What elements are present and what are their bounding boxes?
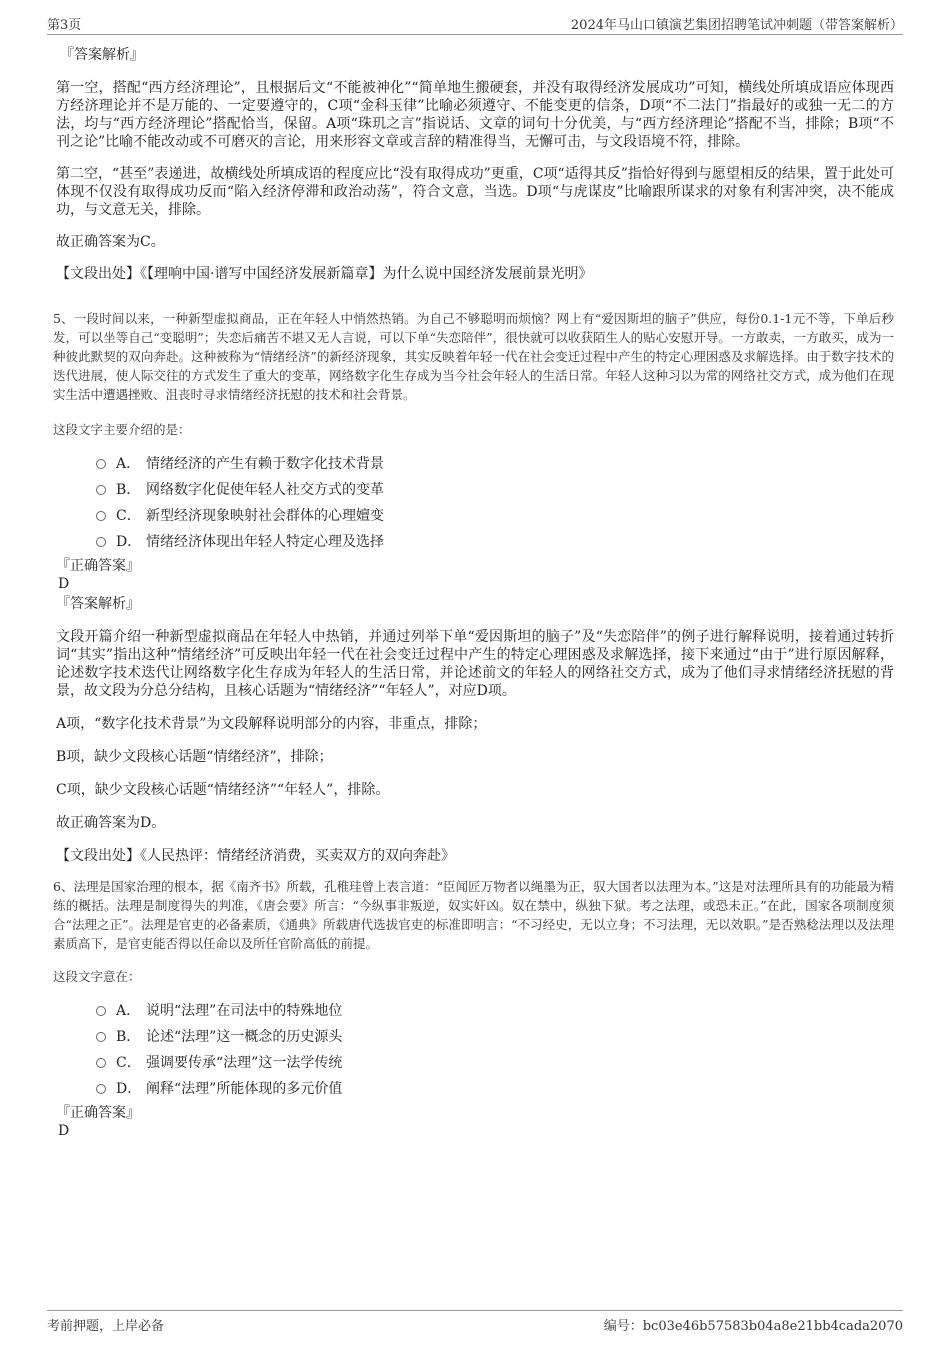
answer-value: D [58, 1123, 70, 1139]
document-body [53, 46, 894, 1140]
radio-icon[interactable] [96, 1032, 106, 1042]
option-d[interactable]: D． 阐释“法理”所能体现的多元价值 [56, 1076, 894, 1102]
answer-value: D [58, 576, 70, 592]
options-list [56, 451, 894, 555]
options-list [56, 998, 894, 1102]
footer-slogan: 考前押题，上岸必备 [47, 1319, 165, 1334]
analysis-option-b: B项，缺少文段核心话题“情绪经济”，排除； [56, 749, 333, 765]
radio-icon[interactable] [96, 459, 106, 469]
option-a[interactable]: A． 情绪经济的产生有赖于数字化技术背景 [56, 451, 894, 477]
question-prompt: 这段文字主要介绍的是： [53, 422, 191, 437]
analysis-label: 『答案解析』 [56, 596, 140, 612]
option-c[interactable]: C． 新型经济现象映射社会群体的心理嬗变 [56, 503, 894, 529]
answer-label: 『正确答案』 [56, 558, 140, 574]
analysis-label: 『答案解析』 [60, 47, 144, 63]
option-b[interactable]: B． 论述“法理”这一概念的历史源头 [56, 1024, 894, 1050]
page-header [47, 14, 903, 35]
option-c[interactable]: C． 强调要传承“法理”这一法学传统 [56, 1050, 894, 1076]
radio-icon[interactable] [96, 1058, 106, 1068]
conclusion: 故正确答案为D。 [56, 815, 166, 831]
radio-icon[interactable] [96, 1084, 106, 1094]
question-stem: 6、法理是国家治理的根本，据《南齐书》所载，孔稚珪曾上表言道：“臣闻匠万物者以绳墨为正，驭大国者以法理为本。”这是对法理所具有的功能最为精练的概括。法理是制度得失的判准，《唐会要》所言：“今纵事非叛逆，奴实奸凶。奴在禁中，纵独下狱。考之法理，或恐未正。”在此，国家各项制度须合“法理之正”。法理是官吏的必备素质，《通典》所载唐代选拔官吏的标准即明言：“不习经史，无以立身；不习法理，无以效职。”是否熟稔法理以及法理素质高下，是官吏能否得以任命以及所任官阶高低的前提。 [53, 879, 894, 951]
document-title: 2024年马山口镇演艺集团招聘笔试冲刺题（带答案解析） [570, 18, 903, 33]
answer-label: 『正确答案』 [56, 1105, 140, 1121]
radio-icon[interactable] [96, 537, 106, 547]
analysis-option-c: C项，缺少文段核心话题“情绪经济”“年轻人”，排除。 [56, 782, 390, 798]
source-citation: 【文段出处】《【理响中国·谱写中国经济发展新篇章】为什么说中国经济发展前景光明》 [56, 266, 593, 282]
source-citation: 【文段出处】《人民热评：情绪经济消费，买卖双方的双向奔赴》 [56, 848, 455, 864]
analysis-paragraph: 文段开篇介绍一种新型虚拟商品在年轻人中热销，并通过列举下单“爱因斯坦的脑子”及“失恋陪伴”的例子进行解释说明，接着通过转折词“其实”指出这种“情绪经济”可反映出年轻一代在社会变迁过程中产生的特定心理困惑及求解选择，接下来通过“由于”进行原因解释，论述数字技术迭代让网络数字化生存成为年轻人的生活日常，并论述前文的年轻人的网络社交方式，成为了他们寻求情绪经济抚慰的背景，故文段为分总分结构，且核心话题为“情绪经济”“年轻人”，对应D项。 [56, 629, 894, 699]
radio-icon[interactable] [96, 485, 106, 495]
conclusion: 故正确答案为C。 [56, 234, 165, 250]
analysis-option-a: A项，“数字化技术背景”为文段解释说明部分的内容，非重点，排除； [56, 716, 487, 732]
question-stem: 5、一段时间以来，一种新型虚拟商品，正在年轻人中悄然热销。为自己不够聪明而烦恼？网上有“爱因斯坦的脑子”供应，每份0.1-1元不等，下单后秒发，可以坐等自己“变聪明”；失恋后痛苦不堪又无人言说，可以下单“失恋陪伴”，很快就可以收获陌生人的贴心安慰开导。一方敢卖，一方敢买，成为一种彼此默契的双向奔赴。这种被称为“情绪经济”的新经济现象，其实反映着年轻一代在社会变迁过程中产生的特定心理困惑及求解选择。由于数字技术的迭代进展，使人际交往的方式发生了重大的变革，网络数字化生存成为当今社会年轻人的生活日常。年轻人这种习以为常的网络社交方式，成为他们在现实生活中遭遇挫败、沮丧时寻求情绪经济抚慰的技术和社会背景。 [53, 311, 894, 402]
analysis-paragraph: 第一空，搭配“西方经济理论”，且根据后文“不能被神化”“简单地生搬硬套，并没有取得经济发展成功”可知，横线处所填成语应体现西方经济理论并不是万能的、一定要遵守的，C项“金科玉律”比喻必须遵守、不能变更的信条，D项“不二法门”指最好的或独一无二的方法，均与“西方经济理论”搭配恰当，保留。A项“珠玑之言”指说话、文章的词句十分优美，与“西方经济理论”搭配不当，排除；B项“不刊之论”比喻不能改动或不可磨灭的言论，用来形容文章或言辞的精准得当，无懈可击，与文段语境不符，排除。 [56, 80, 894, 150]
option-d[interactable]: D． 情绪经济体现出年轻人特定心理及选择 [56, 529, 894, 555]
option-b[interactable]: B． 网络数字化促使年轻人社交方式的变革 [56, 477, 894, 503]
analysis-paragraph: 第二空，“甚至”表递进，故横线处所填成语的程度应比“没有取得成功”更重，C项“适得其反”指恰好得到与愿望相反的结果，置于此处可体现不仅没有取得成功反而“陷入经济停滞和政治动荡”，符合文意，当选。D项“与虎谋皮”比喻跟所谋求的对象有利害冲突，决不能成功，与文意无关，排除。 [56, 166, 894, 218]
page-number: 第3页 [47, 18, 82, 33]
radio-icon[interactable] [96, 1006, 106, 1016]
question-prompt: 这段文字意在： [53, 969, 141, 984]
option-a[interactable]: A． 说明“法理”在司法中的特殊地位 [56, 998, 894, 1024]
radio-icon[interactable] [96, 511, 106, 521]
document-code: 编号：bc03e46b57583b04a8e21bb4cada2070 [603, 1319, 903, 1334]
page-footer [47, 1310, 903, 1334]
